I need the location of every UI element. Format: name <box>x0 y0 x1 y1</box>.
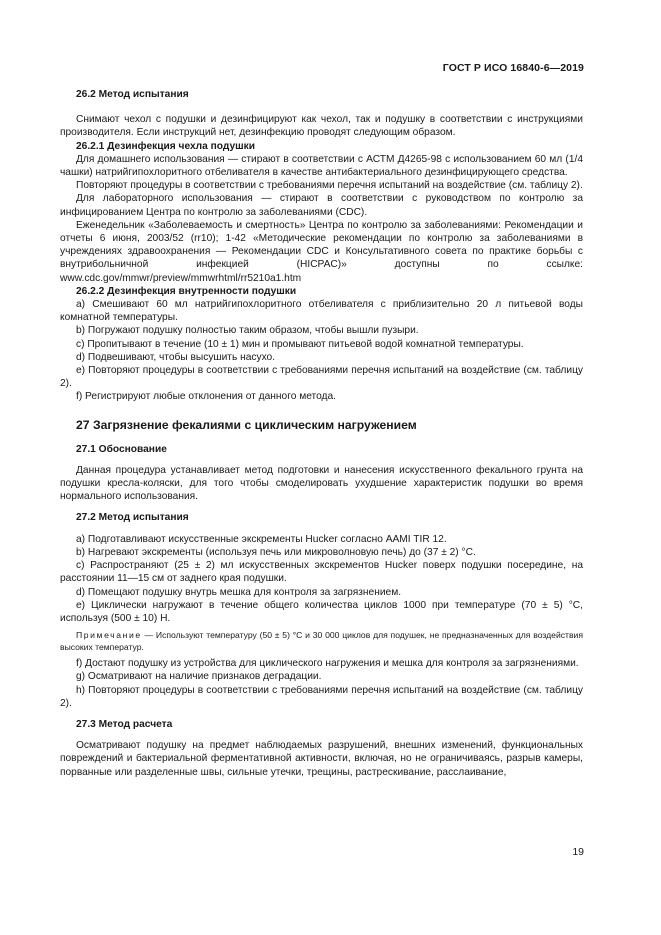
list-item: a) Подготавливают искусственные экскременты Hucker согласно AAMI TIR 12. <box>76 533 447 545</box>
list-item: f) Достают подушку из устройства для циклического нагружения и мешка для контроля за загрязнениями. <box>76 658 579 670</box>
list-item: d) Подвешивают, чтобы высушить насухо. <box>76 351 276 363</box>
section-26-2-2-title: 26.2.2 Дезинфекция внутренности подушки <box>76 285 297 297</box>
list-item: b) Нагревают экскременты (используя печь или микроволновую печь) до (37 ± 2) °C. <box>76 546 476 558</box>
paragraph: Для домашнего использования — стирают в соответствии с АСТМ Д4265-98 с использованием 60 мл (1/4 чашки) натрийгипохлоритного отбеливателя в качестве антибактериального дезинфицирующего средства. <box>60 153 583 179</box>
paragraph: Осматривают подушку на предмет наблюдаемых разрушений, внешних изменений, функциональных повреждений и бактериальной ферментативной активности, включая, но не ограничиваясь, разрыв камеры, порванные или разделенные швы, сильные утечки, трещины, растрескивание, расслаивание, <box>60 740 583 778</box>
list-item: g) Осматривают на наличие признаков деградации. <box>76 671 322 683</box>
paragraph: Для лабораторного использования — стирают в соответствии с руководством по контролю за инфицированием Центра по контролю за заболеваниями (CDC). <box>60 193 583 218</box>
section-27-3-title: 27.3 Метод расчета <box>76 718 173 730</box>
list-item: c) Распространяют (25 ± 2) мл искусственных экскрементов Hucker поверх подушки посередине, на расстоянии 11—15 см от заднего края подушки. <box>60 560 583 585</box>
paragraph: Еженедельник «Заболеваемость и смертность» Центра по контролю за заболеваниями: Рекомендации и отчеты 6 июня, 2003/52 (rr10); 1-42 «Методические рекомендации по контролю за заболеваниями в учреждениях здравоохранения — Рекомендации CDC и Консультативного совета по практике борьбы с внутрибольничной инфекцией (HICPAC)» доступны по ссылке: www.cdc.gov/mmwr/preview/mmwrhtml/rr5210a1.htm <box>60 219 583 284</box>
list-item: e) Повторяют процедуры в соответствии с требованиями перечня испытаний на воздействие (см. таблицу 2). <box>60 365 583 390</box>
page-number: 19 <box>572 846 584 858</box>
paragraph: Повторяют процедуры в соответствии с требованиями перечня испытаний на воздействие (см. таблицу 2). <box>76 180 583 192</box>
section-26-2-title: 26.2 Метод испытания <box>76 89 189 100</box>
list-item: e) Циклически нагружают в течение общего количества циклов 1000 при температуре (70 ± 5) °C, используя (500 ± 10) Н. <box>60 599 583 624</box>
section-27-title: 27 Загрязнение фекалиями с циклическим нагружением <box>76 417 417 432</box>
section-27-2-title: 27.2 Метод испытания <box>76 512 189 524</box>
list-item: a) Смешивают 60 мл натрийгипохлоритного отбеливателя с приблизительно 20 л питьевой воды комнатной температуры. <box>60 299 583 324</box>
note <box>60 629 583 653</box>
paragraph: Снимают чехол с подушки и дезинфицируют как чехол, так и подушку в соответствии с инструкциями производителя. Если инструкций нет, дезинфекцию проводят следующим образом. <box>60 114 583 139</box>
paragraph: Данная процедура устанавливает метод подготовки и нанесения искусственного фекального грунта на подушки кресла-коляски, для того чтобы смоделировать ухудшение характеристик подушки во время нормального использования. <box>60 464 583 503</box>
list-item: c) Пропитывают в течение (10 ± 1) мин и промывают питьевой водой комнатной температуры. <box>76 338 524 350</box>
list-item: h) Повторяют процедуры в соответствии с требованиями перечня испытаний на воздействие (см. таблицу 2). <box>60 684 583 709</box>
document-header-id: ГОСТ Р ИСО 16840-6—2019 <box>442 62 584 74</box>
list-item: f) Регистрируют любые отклонения от данного метода. <box>76 391 336 403</box>
note-text: — Используют температуру (50 ± 5) °C и 30 000 циклов для подушек, не предназначенных для воздействия высоких температур. <box>60 630 583 653</box>
list-item: d) Помещают подушку внутрь мешка для контроля за загрязнением. <box>76 586 402 598</box>
list-item: b) Погружают подушку полностью таким образом, чтобы вышли пузыри. <box>76 325 419 337</box>
document-body <box>60 88 583 779</box>
section-27-1-title: 27.1 Обоснование <box>76 443 167 455</box>
section-26-2-1-title: 26.2.1 Дезинфекция чехла подушки <box>76 140 255 152</box>
note-lead: Примечание <box>76 630 142 641</box>
